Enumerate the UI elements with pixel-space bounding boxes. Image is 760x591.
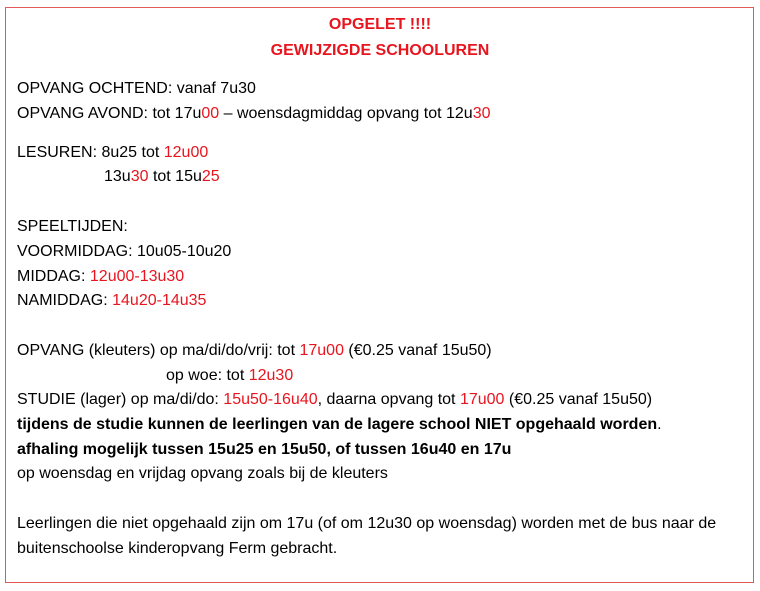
- studie-lager: STUDIE (lager) op ma/di/do: 15u50-16u40, daarna opvang tot 17u00 (€0.25 vanaf 15u50): [17, 391, 653, 408]
- opvang-kleuters: OPVANG (kleuters) op ma/di/do/vrij: tot 17u00 (€0.25 vanaf 15u50): [17, 342, 492, 359]
- speeltijd-middag: MIDDAG: 12u00-13u30: [17, 268, 185, 285]
- footer-line-2: buitenschoolse kinderopvang Ferm gebracht.: [17, 540, 338, 557]
- lesuren-voormiddag: LESUREN: 8u25 tot 12u00: [17, 144, 209, 161]
- opvang-avond: OPVANG AVOND: tot 17u00 – woensdagmiddag opvang tot 12u30: [17, 105, 491, 122]
- footer-line-1: Leerlingen die niet opgehaald zijn om 17u (of om 12u30 op woensdag) worden met de bus naar de: [17, 515, 717, 532]
- opvang-kleuters-woensdag: op woe: tot 12u30: [166, 367, 294, 384]
- woensdag-info: op woensdag en vrijdag opvang zoals bij de kleuters: [17, 465, 388, 482]
- afhaling-info: afhaling mogelijk tussen 15u25 en 15u50, of tussen 16u40 en 17u: [17, 441, 512, 458]
- studie-warning: tijdens de studie kunnen de leerlingen van de lagere school NIET opgehaald worden.: [17, 416, 662, 433]
- opvang-ochtend: OPVANG OCHTEND: vanaf 7u30: [17, 80, 256, 97]
- speeltijden-heading: SPEELTIJDEN:: [17, 218, 128, 235]
- speeltijd-voormiddag: VOORMIDDAG: 10u05-10u20: [17, 243, 232, 260]
- lesuren-namiddag: 13u30 tot 15u25: [104, 168, 220, 185]
- notice-subtitle: GEWIJZIGDE SCHOOLUREN: [270, 42, 490, 59]
- speeltijd-namiddag: NAMIDDAG: 14u20-14u35: [17, 292, 207, 309]
- notice-title: OPGELET !!!!: [328, 16, 432, 33]
